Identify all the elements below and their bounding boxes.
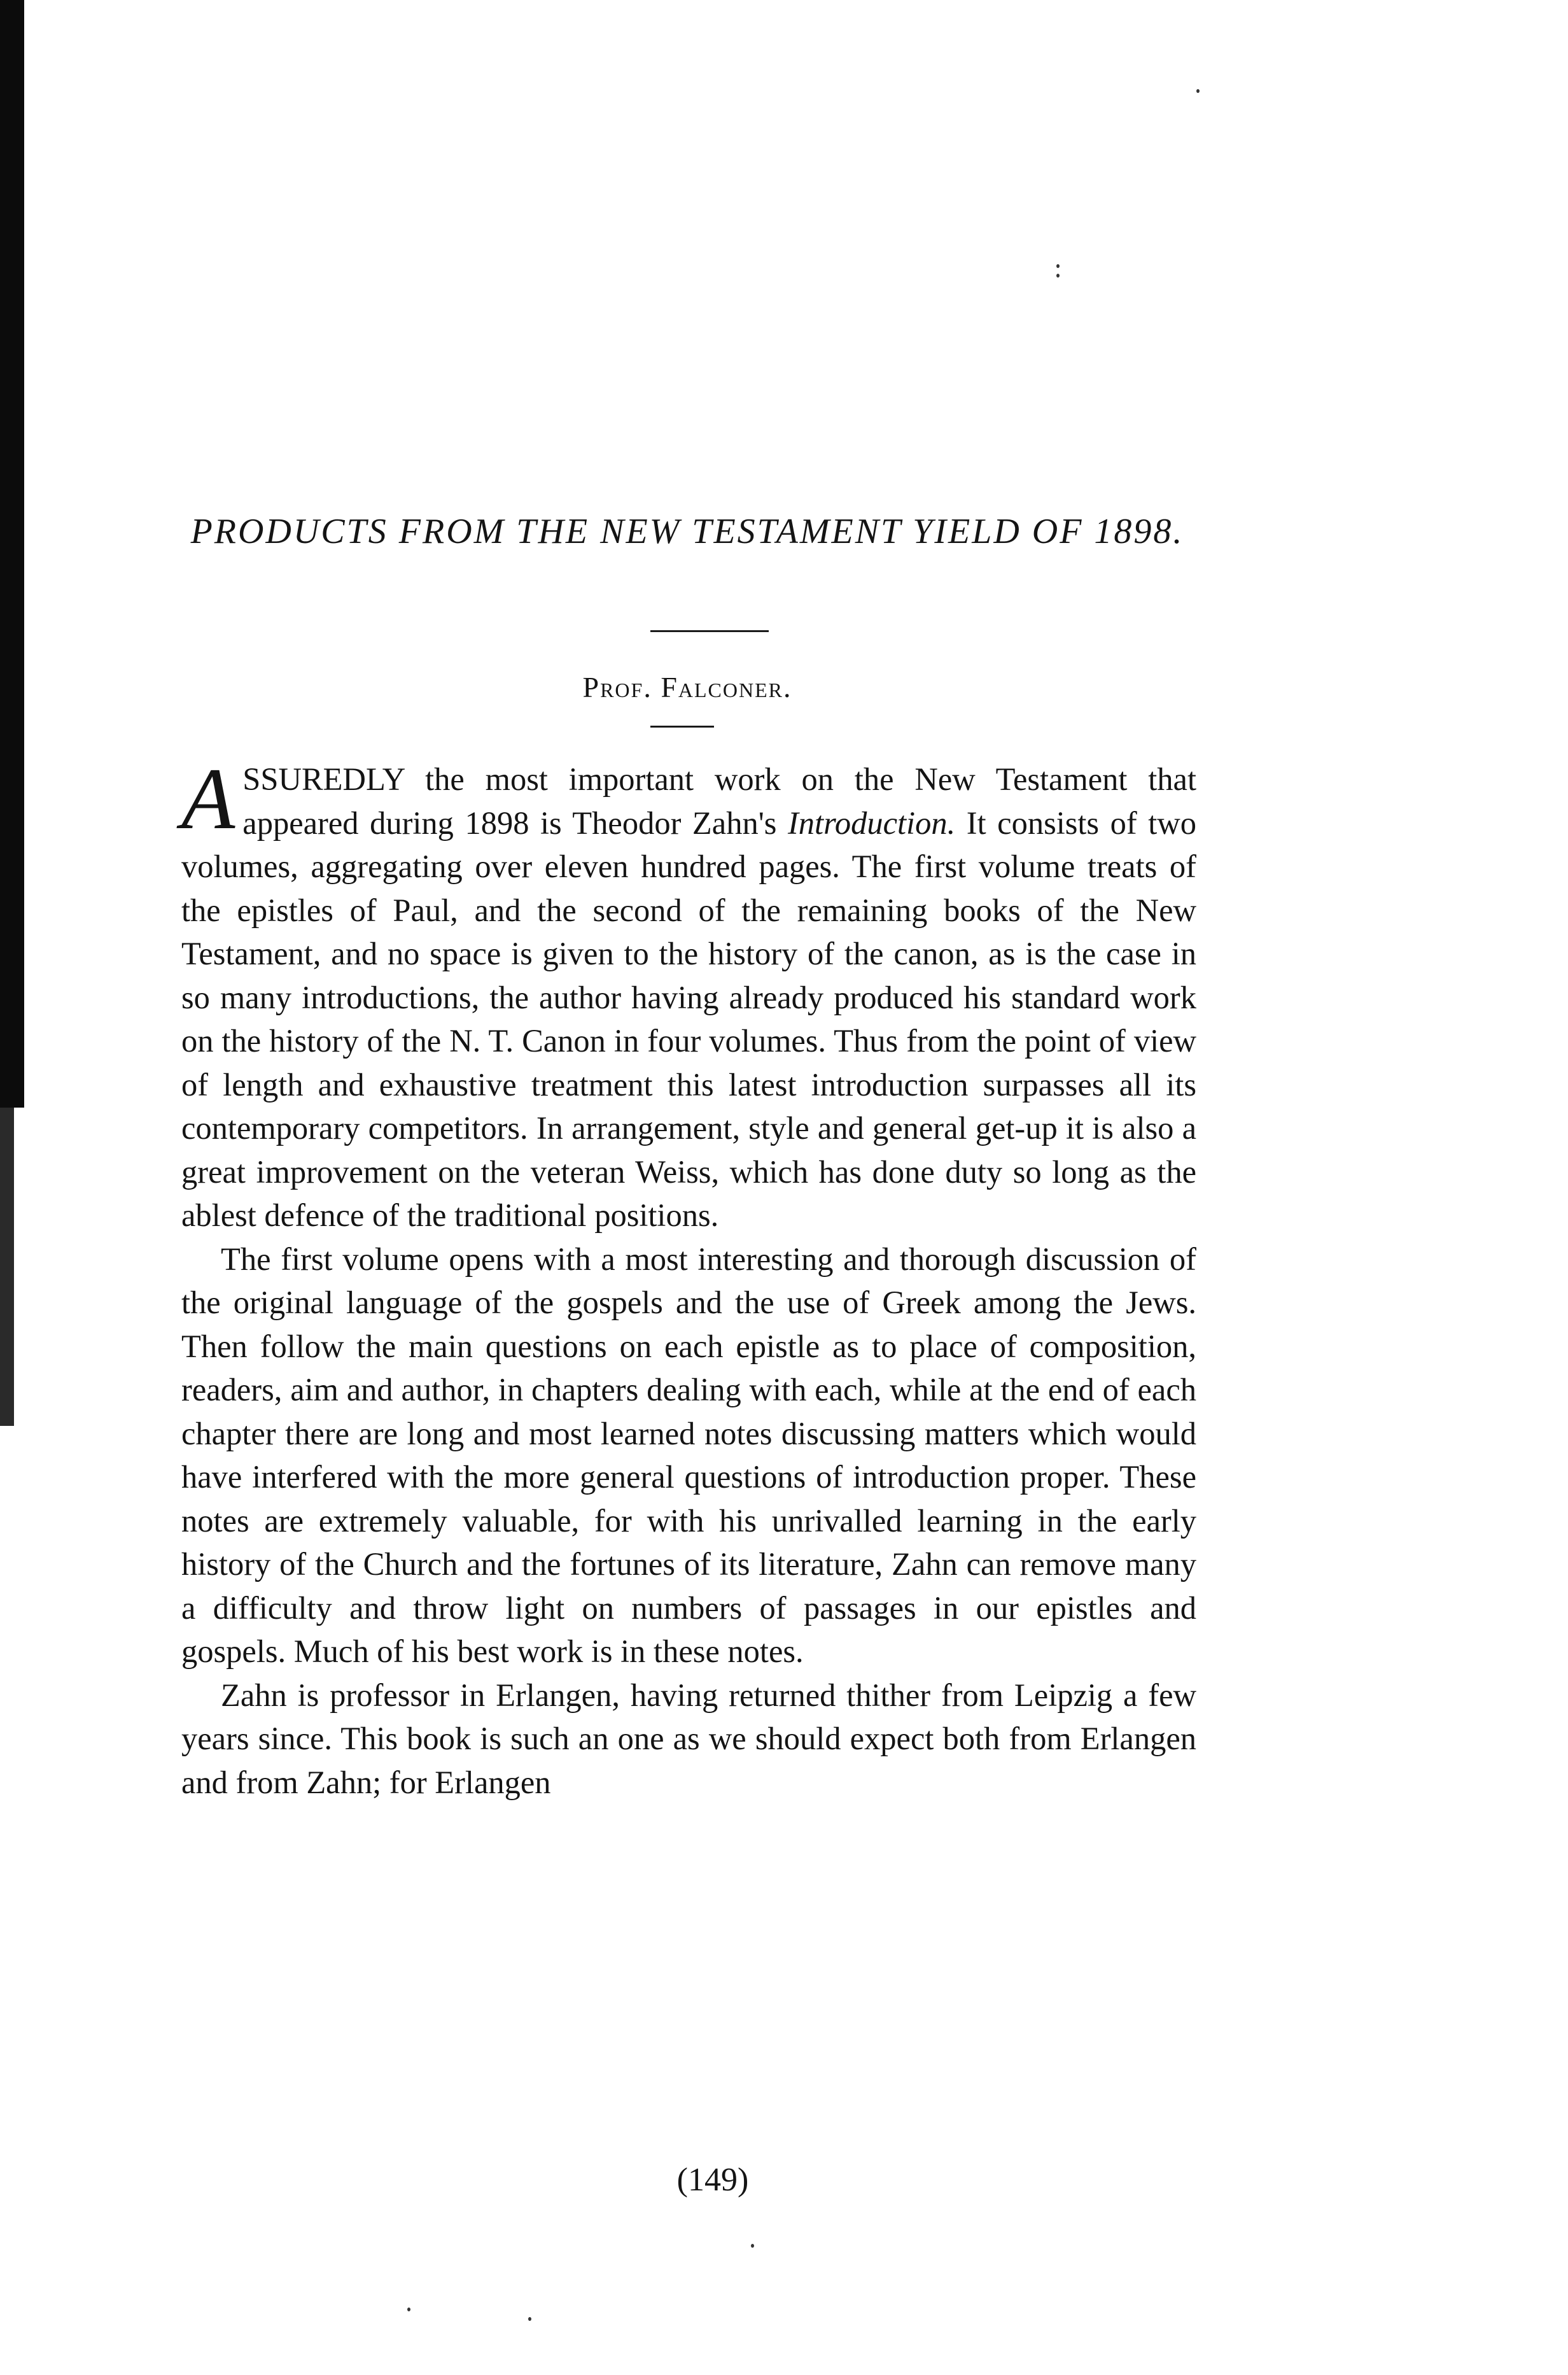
paragraph bbox=[181, 750, 1196, 1237]
book-title: Introduction. bbox=[787, 805, 956, 841]
article-author: Prof. Falconer. bbox=[582, 671, 792, 703]
paper-speck bbox=[528, 2317, 531, 2321]
binding-shadow bbox=[0, 0, 24, 1108]
page-number: (149) bbox=[676, 2162, 749, 2198]
paper-speck bbox=[1056, 274, 1060, 278]
paragraph: Zahn is professor in Erlangen, having returned thither from Leipzig a few years since. This book is such an one as we should expect both from Erlangen and from Zahn; for Erlangen bbox=[181, 1677, 1196, 1800]
paper-speck bbox=[751, 2244, 754, 2248]
paper-speck bbox=[407, 2308, 410, 2311]
paper-speck bbox=[1056, 264, 1060, 268]
article-title: PRODUCTS FROM THE NEW TESTAMENT YIELD OF 1898. bbox=[190, 512, 1184, 551]
binding-shadow-lower bbox=[0, 1108, 14, 1426]
article-body bbox=[181, 750, 1196, 1804]
title-rule bbox=[650, 630, 769, 632]
drop-cap: A bbox=[181, 750, 235, 847]
paragraph-text: It consists of two volumes, aggregating over eleven hundred pages. The first volume treats of the epistles of Paul, and the second of the remaining books of the New Testament, and no space is given to the history of the canon, as is the case in so many introductions, the author having already produced his standard work on the history of the N. T. Canon in four volumes. Thus from the point of view of length and exhaustive treatment this latest introduction surpasses all its contemporary competitors. In arrangement, style and general get-up it is also a great improvement on the veteran Weiss, which has done duty so long as the ablest defence of the traditional positions. bbox=[181, 805, 1196, 1233]
paragraph: The first volume opens with a most interesting and thorough discussion of the original language of the gospels and the use of Greek among the Jews. Then follow the main questions on each epistle as to place of composition, readers, aim and author, in chapters dealing with each, while at the end of each chapter there are long and most learned notes discussing matters which would have interfered with the more general questions of introduction proper. These notes are extremely valuable, for with his unrivalled learning in the early history of the Church and the fortunes of its literature, Zahn can remove many a difficulty and throw light on numbers of passages in our epistles and gospels. Much of his best work is in these notes. bbox=[181, 1241, 1196, 1669]
paragraph-text: SSUREDLY the most important work on the New Testament that appeared during 1898 is Theodor Zahn's bbox=[242, 761, 1196, 841]
author-rule bbox=[650, 726, 714, 728]
paper-speck bbox=[1196, 89, 1200, 93]
